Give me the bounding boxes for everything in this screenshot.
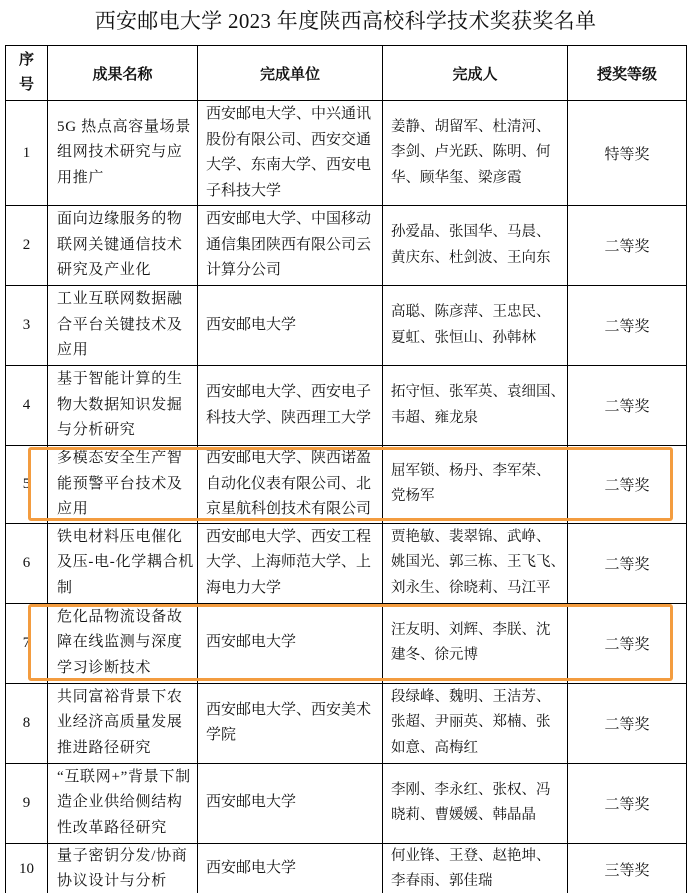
cell-award-level: 三等奖 bbox=[568, 843, 687, 893]
cell-achievement-name bbox=[48, 523, 198, 603]
cell-completing-persons-line: 夏虹、张恒山、孙韩林 bbox=[391, 329, 536, 346]
cell-completing-persons-line: 姜静、胡留军、杜清河、 bbox=[391, 118, 551, 135]
cell-serial-number: 5 bbox=[6, 446, 48, 524]
cell-completing-units-line: 西安邮电大学 bbox=[206, 634, 297, 651]
cell-achievement-name-line: 用推广 bbox=[57, 169, 105, 186]
cell-serial-number: 10 bbox=[6, 843, 48, 893]
cell-achievement-name-line: 造企业供给侧结构 bbox=[57, 794, 183, 811]
cell-award-level: 特等奖 bbox=[568, 101, 687, 206]
cell-completing-units-line: 西安邮电大学 bbox=[206, 794, 297, 811]
cell-completing-persons-line: 黄庆东、杜剑波、王向东 bbox=[391, 249, 551, 266]
cell-achievement-name bbox=[48, 286, 198, 366]
cell-award-level: 二等奖 bbox=[568, 523, 687, 603]
cell-achievement-name bbox=[48, 101, 198, 206]
cell-achievement-name-line: 与分析研究 bbox=[57, 422, 136, 439]
cell-completing-persons bbox=[383, 683, 568, 763]
cell-completing-units-line: 西安邮电大学、西安美术 bbox=[206, 701, 372, 718]
cell-completing-units bbox=[198, 446, 383, 524]
cell-completing-persons bbox=[383, 206, 568, 286]
cell-achievement-name-line: 基于智能计算的生 bbox=[57, 371, 183, 388]
cell-completing-persons-line: 如意、高梅红 bbox=[391, 739, 478, 756]
cell-serial-number: 3 bbox=[6, 286, 48, 366]
header-completing-units: 完成单位 bbox=[198, 46, 383, 101]
cell-completing-persons bbox=[383, 366, 568, 446]
cell-completing-units bbox=[198, 101, 383, 206]
cell-achievement-name bbox=[48, 683, 198, 763]
table-row bbox=[6, 523, 687, 603]
table-row bbox=[6, 446, 687, 524]
cell-completing-units-line: 西安邮电大学、西安工程 bbox=[206, 528, 372, 545]
cell-completing-persons-line: 党杨军 bbox=[391, 488, 435, 505]
cell-achievement-name bbox=[48, 603, 198, 683]
cell-achievement-name-line: 学习诊断技术 bbox=[57, 659, 152, 676]
cell-completing-units-line: 西安邮电大学 bbox=[206, 860, 297, 877]
cell-completing-units-line: 西安邮电大学、西安电子 bbox=[206, 384, 372, 400]
cell-achievement-name-line: 共同富裕背景下农 bbox=[57, 688, 183, 705]
cell-award-level: 二等奖 bbox=[568, 603, 687, 683]
cell-achievement-name-line: 障在线监测与深度 bbox=[57, 634, 183, 651]
cell-completing-units bbox=[198, 286, 383, 366]
cell-achievement-name bbox=[48, 446, 198, 524]
cell-completing-persons-line: 建冬、徐元博 bbox=[391, 647, 478, 663]
cell-achievement-name-line: 危化品物流设备故 bbox=[57, 608, 183, 625]
cell-completing-persons-line: 李剑、卢光跃、陈明、何 bbox=[391, 144, 551, 161]
header-completing-persons: 完成人 bbox=[383, 46, 568, 101]
cell-completing-persons bbox=[383, 446, 568, 524]
cell-completing-units bbox=[198, 683, 383, 763]
header-serial-number bbox=[6, 46, 48, 101]
cell-completing-persons-line: 贾艳敏、裴翠锦、武峥、 bbox=[391, 528, 551, 545]
cell-award-level: 二等奖 bbox=[568, 206, 687, 286]
table-row bbox=[6, 206, 687, 286]
cell-achievement-name-line: 合平台关键技术及 bbox=[57, 316, 183, 333]
cell-award-level: 二等奖 bbox=[568, 446, 687, 524]
document-title: 西安邮电大学 2023 年度陕西高校科学技术奖获奖名单 bbox=[94, 9, 597, 33]
cell-achievement-name-line: 制 bbox=[57, 579, 73, 596]
cell-completing-units-line: 西安邮电大学 bbox=[206, 316, 297, 333]
table-body bbox=[6, 101, 687, 893]
cell-completing-persons bbox=[383, 286, 568, 366]
cell-serial-number: 9 bbox=[6, 763, 48, 843]
table-header-row bbox=[6, 46, 687, 101]
cell-completing-units bbox=[198, 366, 383, 446]
cell-achievement-name-line: 业经济高质量发展 bbox=[57, 714, 183, 731]
awards-table bbox=[5, 45, 687, 893]
cell-achievement-name bbox=[48, 206, 198, 286]
table-row bbox=[6, 366, 687, 446]
cell-completing-persons-line: 高聪、陈彦萍、王忠民、 bbox=[391, 304, 551, 320]
cell-completing-units bbox=[198, 843, 383, 893]
cell-achievement-name-line: 组网技术研究与应 bbox=[57, 144, 183, 161]
cell-completing-units-line: 海电力大学 bbox=[206, 579, 282, 596]
cell-completing-units-line: 西安邮电大学、陕西诺盈 bbox=[206, 450, 372, 466]
cell-serial-number: 6 bbox=[6, 523, 48, 603]
table-row bbox=[6, 763, 687, 843]
cell-completing-persons bbox=[383, 101, 568, 206]
cell-completing-persons-line: 何业锋、王登、赵艳坤、 bbox=[391, 847, 551, 864]
cell-completing-units-line: 科技大学、陕西理工大学 bbox=[206, 409, 372, 426]
cell-completing-persons-line: 李春雨、郭佳瑞 bbox=[391, 873, 493, 889]
header-award-level: 授奖等级 bbox=[568, 46, 687, 101]
cell-completing-units bbox=[198, 763, 383, 843]
cell-completing-persons-line: 孙爱晶、张国华、马晨、 bbox=[391, 224, 551, 240]
cell-completing-units bbox=[198, 603, 383, 683]
cell-achievement-name-line: 协议设计与分析 bbox=[57, 873, 167, 889]
cell-completing-persons-line: 拓守恒、张军英、袁细国、 bbox=[391, 384, 565, 400]
cell-completing-persons-line: 晓莉、曹媛媛、韩晶晶 bbox=[391, 807, 536, 823]
cell-achievement-name-line: 能预警平台技术及 bbox=[57, 475, 183, 492]
cell-achievement-name-line: 量子密钥分发/协商 bbox=[57, 847, 188, 864]
cell-achievement-name-line: 工业互联网数据融 bbox=[57, 291, 183, 308]
cell-serial-number: 8 bbox=[6, 683, 48, 763]
cell-completing-persons bbox=[383, 843, 568, 893]
cell-completing-units-line: 计算分公司 bbox=[206, 262, 282, 279]
cell-achievement-name-line: 应用 bbox=[57, 342, 89, 359]
cell-completing-units-line: 通信集团陕西有限公司云 bbox=[206, 236, 372, 253]
table-row bbox=[6, 683, 687, 763]
table-row bbox=[6, 101, 687, 206]
cell-completing-persons-line: 李刚、李永红、张权、冯 bbox=[391, 781, 551, 798]
cell-achievement-name-line: “互联网+”背景下制 bbox=[57, 768, 191, 785]
cell-completing-persons-line: 屈军锁、杨丹、李军荣、 bbox=[391, 462, 551, 479]
cell-achievement-name-line: 面向边缘服务的物 bbox=[57, 211, 183, 228]
cell-completing-persons bbox=[383, 763, 568, 843]
cell-achievement-name-line: 及压-电-化学耦合机 bbox=[57, 554, 194, 571]
cell-achievement-name-line: 物大数据知识发掘 bbox=[57, 396, 183, 413]
cell-completing-units-line: 子科技大学 bbox=[206, 182, 282, 199]
cell-completing-persons-line: 张超、尹丽英、郑楠、张 bbox=[391, 714, 551, 731]
cell-achievement-name-line: 多模态安全生产智 bbox=[57, 450, 183, 466]
cell-achievement-name-line: 研究及产业化 bbox=[57, 262, 152, 279]
cell-completing-persons bbox=[383, 523, 568, 603]
cell-achievement-name-line: 应用 bbox=[57, 501, 89, 517]
cell-achievement-name-line: 推进路径研究 bbox=[57, 739, 152, 756]
cell-completing-persons-line: 段绿峰、魏明、王洁芳、 bbox=[391, 688, 551, 705]
cell-achievement-name bbox=[48, 843, 198, 893]
cell-serial-number: 7 bbox=[6, 603, 48, 683]
cell-completing-persons bbox=[383, 603, 568, 683]
cell-award-level: 二等奖 bbox=[568, 286, 687, 366]
cell-completing-units-line: 大学、上海师范大学、上 bbox=[206, 554, 372, 571]
cell-serial-number: 1 bbox=[6, 101, 48, 206]
cell-award-level: 二等奖 bbox=[568, 366, 687, 446]
cell-completing-units-line: 股份有限公司、西安交通 bbox=[206, 131, 372, 148]
cell-achievement-name bbox=[48, 763, 198, 843]
cell-serial-number: 4 bbox=[6, 366, 48, 446]
cell-award-level: 二等奖 bbox=[568, 683, 687, 763]
cell-award-level: 二等奖 bbox=[568, 763, 687, 843]
header-achievement-name: 成果名称 bbox=[48, 46, 198, 101]
cell-completing-persons-line: 华、顾华玺、梁彦霞 bbox=[391, 169, 522, 186]
cell-completing-persons-line: 汪友明、刘辉、李朕、沈 bbox=[391, 621, 551, 638]
table-row bbox=[6, 843, 687, 893]
cell-achievement-name bbox=[48, 366, 198, 446]
cell-completing-units-line: 大学、东南大学、西安电 bbox=[206, 157, 372, 173]
cell-completing-units bbox=[198, 206, 383, 286]
cell-completing-units-line: 学院 bbox=[206, 727, 237, 743]
cell-completing-units-line: 西安邮电大学、中兴通讯 bbox=[206, 106, 372, 122]
cell-completing-persons-line: 韦超、雍龙泉 bbox=[391, 409, 478, 426]
cell-completing-units bbox=[198, 523, 383, 603]
table-row bbox=[6, 603, 687, 683]
cell-achievement-name-line: 联网关键通信技术 bbox=[57, 236, 183, 253]
cell-completing-units-line: 西安邮电大学、中国移动 bbox=[206, 211, 372, 228]
cell-achievement-name-line: 铁电材料压电催化 bbox=[57, 528, 183, 545]
cell-achievement-name-line: 5G 热点高容量场景 bbox=[57, 118, 192, 135]
cell-completing-persons-line: 姚国光、郭三栋、王飞飞、 bbox=[391, 554, 565, 571]
table-row bbox=[6, 286, 687, 366]
cell-completing-units-line: 自动化仪表有限公司、北 bbox=[206, 475, 372, 492]
cell-completing-units-line: 京星航科创技术有限公司 bbox=[206, 501, 372, 517]
cell-completing-persons-line: 刘永生、徐晓莉、马江平 bbox=[391, 579, 551, 596]
cell-serial-number: 2 bbox=[6, 206, 48, 286]
cell-achievement-name-line: 性改革路径研究 bbox=[57, 819, 167, 836]
header-serial-number-label: 序号 bbox=[19, 52, 35, 93]
